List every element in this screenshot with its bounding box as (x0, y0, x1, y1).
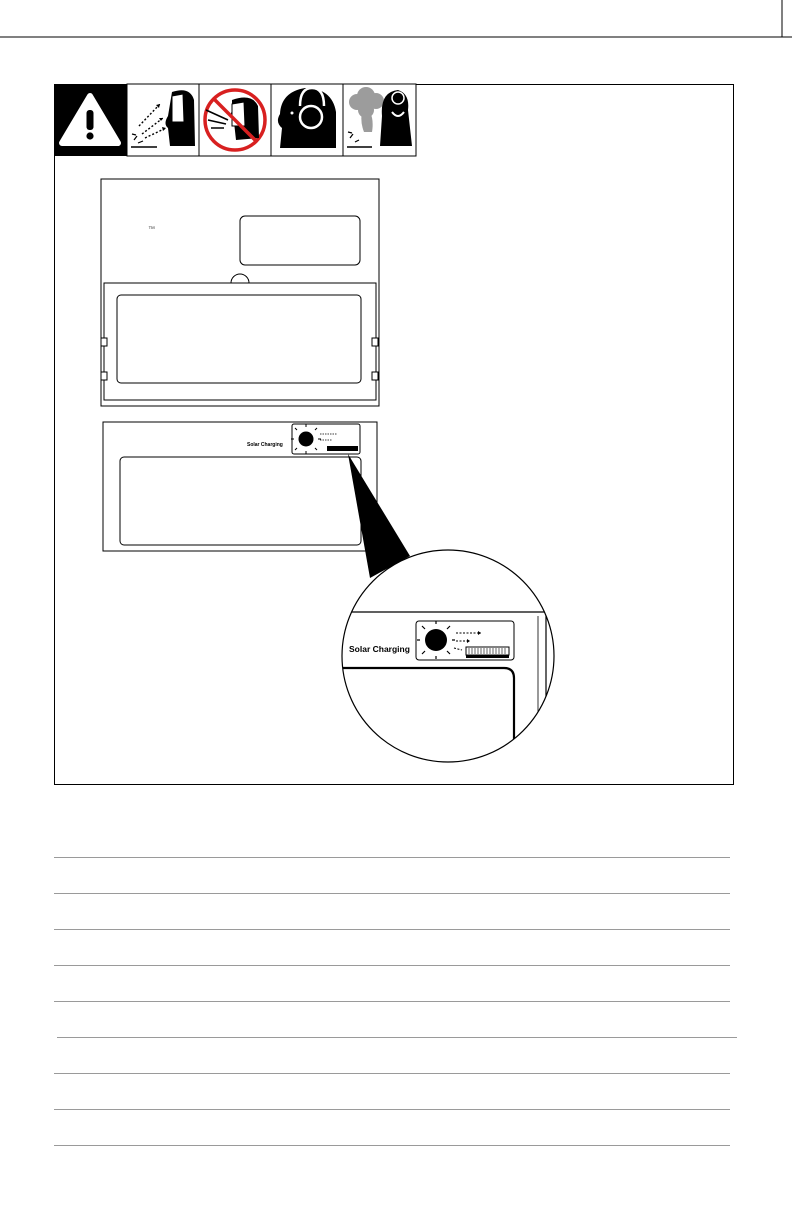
warning-icon-strip (54, 84, 416, 156)
note-line (54, 929, 730, 930)
note-line (54, 857, 730, 858)
note-line (57, 1037, 737, 1038)
note-line (54, 1073, 730, 1074)
note-line (54, 1145, 730, 1146)
front-view-panel (101, 179, 379, 406)
note-line (54, 1001, 730, 1002)
detail-circle (330, 550, 554, 762)
note-line (54, 893, 730, 894)
note-line (54, 1109, 730, 1110)
trademark-symbol: ™ (148, 226, 155, 233)
back-view-panel (103, 422, 377, 551)
solar-charging-label: Solar Charging (247, 442, 283, 448)
detail-solar-charging-label: Solar Charging (349, 644, 410, 654)
note-line (54, 965, 730, 966)
hearing-protection-icon (278, 88, 336, 148)
